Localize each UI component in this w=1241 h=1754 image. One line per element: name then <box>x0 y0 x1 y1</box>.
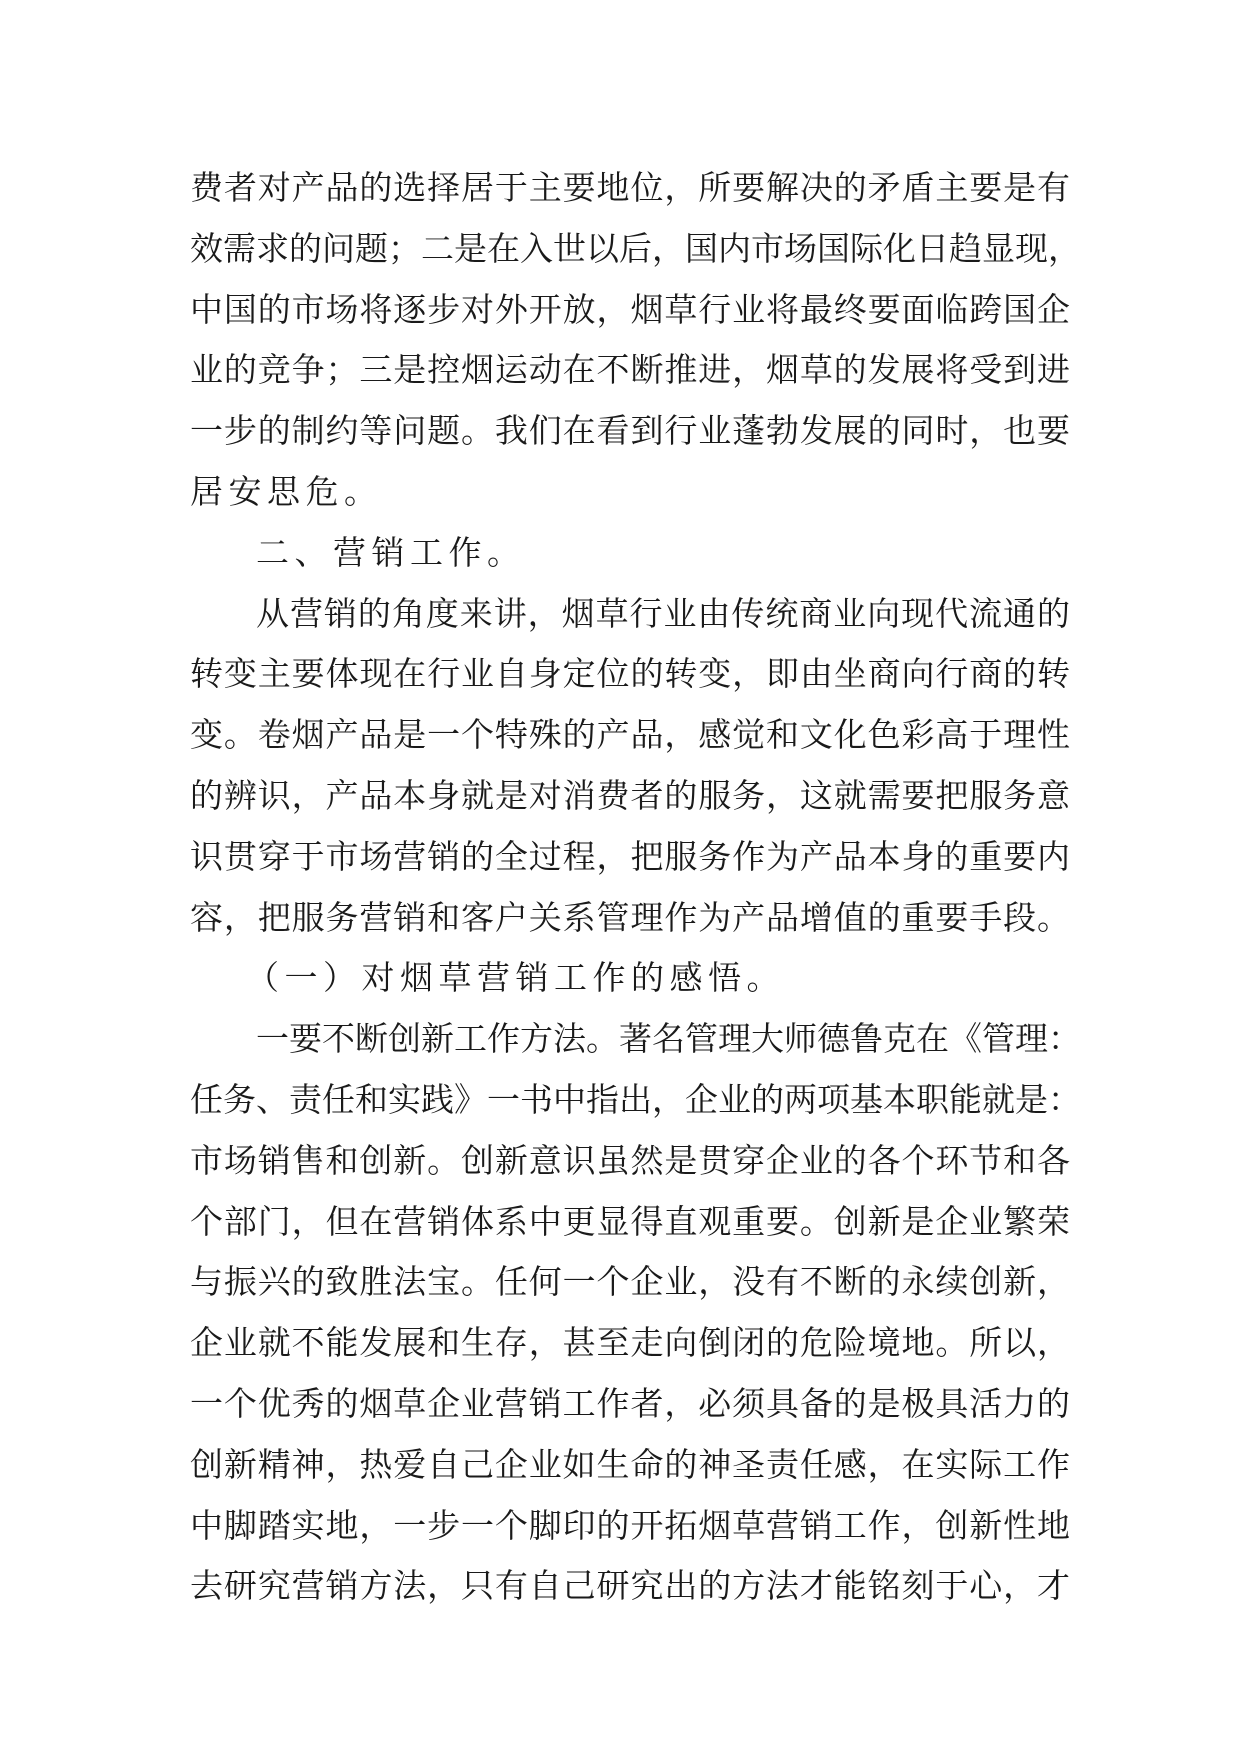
text-line: 的辨识，产品本身就是对消费者的服务，这就需要把服务意 <box>190 775 1070 815</box>
subsection-heading: （一）对烟草营销工作的感悟。 <box>246 958 785 998</box>
text-line: 变。卷烟产品是一个特殊的产品，感觉和文化色彩高于理性 <box>190 715 1070 755</box>
text-line: 居安思危。 <box>190 471 383 511</box>
text-line: 去研究营销方法，只有自己研究出的方法才能铭刻于心，才 <box>190 1566 1070 1606</box>
section-heading: 二、营销工作。 <box>256 532 526 572</box>
text-line: 容，把服务营销和客户关系管理作为产品增值的重要手段。 <box>190 897 1070 937</box>
text-line: 创新精神，热爱自己企业如生命的神圣责任感，在实际工作 <box>190 1444 1070 1484</box>
text-line: 转变主要体现在行业自身定位的转变，即由坐商向行商的转 <box>190 654 1070 694</box>
text-line: 识贯穿于市场营销的全过程，把服务作为产品本身的重要内 <box>190 836 1070 876</box>
text-line: 企业就不能发展和生存，甚至走向倒闭的危险境地。所以， <box>190 1323 1070 1363</box>
text-line: 一要不断创新工作方法。著名管理大师德鲁克在《管理： <box>256 1019 1081 1059</box>
text-line: 中国的市场将逐步对外开放，烟草行业将最终要面临跨国企 <box>190 289 1070 329</box>
text-line: 中脚踏实地，一步一个脚印的开拓烟草营销工作，创新性地 <box>190 1505 1070 1545</box>
text-line: 从营销的角度来讲，烟草行业由传统商业向现代流通的 <box>256 593 1070 633</box>
text-line: 业的竞争；三是控烟运动在不断推进，烟草的发展将受到进 <box>190 350 1070 390</box>
text-line: 任务、责任和实践》一书中指出，企业的两项基本职能就是： <box>190 1079 1081 1119</box>
text-line: 个部门，但在营销体系中更显得直观重要。创新是企业繁荣 <box>190 1201 1070 1241</box>
text-line: 一步的制约等问题。我们在看到行业蓬勃发展的同时，也要 <box>190 411 1070 451</box>
text-line: 费者对产品的选择居于主要地位，所要解决的矛盾主要是有 <box>190 168 1070 207</box>
text-line: 一个优秀的烟草企业营销工作者，必须具备的是极具活力的 <box>190 1383 1070 1423</box>
text-line: 市场销售和创新。创新意识虽然是贯穿企业的各个环节和各 <box>190 1140 1070 1180</box>
text-line: 效需求的问题；二是在入世以后，国内市场国际化日趋显现， <box>190 228 1081 268</box>
text-line: 与振兴的致胜法宝。任何一个企业，没有不断的永续创新， <box>190 1262 1070 1302</box>
body-text <box>190 158 1081 1617</box>
